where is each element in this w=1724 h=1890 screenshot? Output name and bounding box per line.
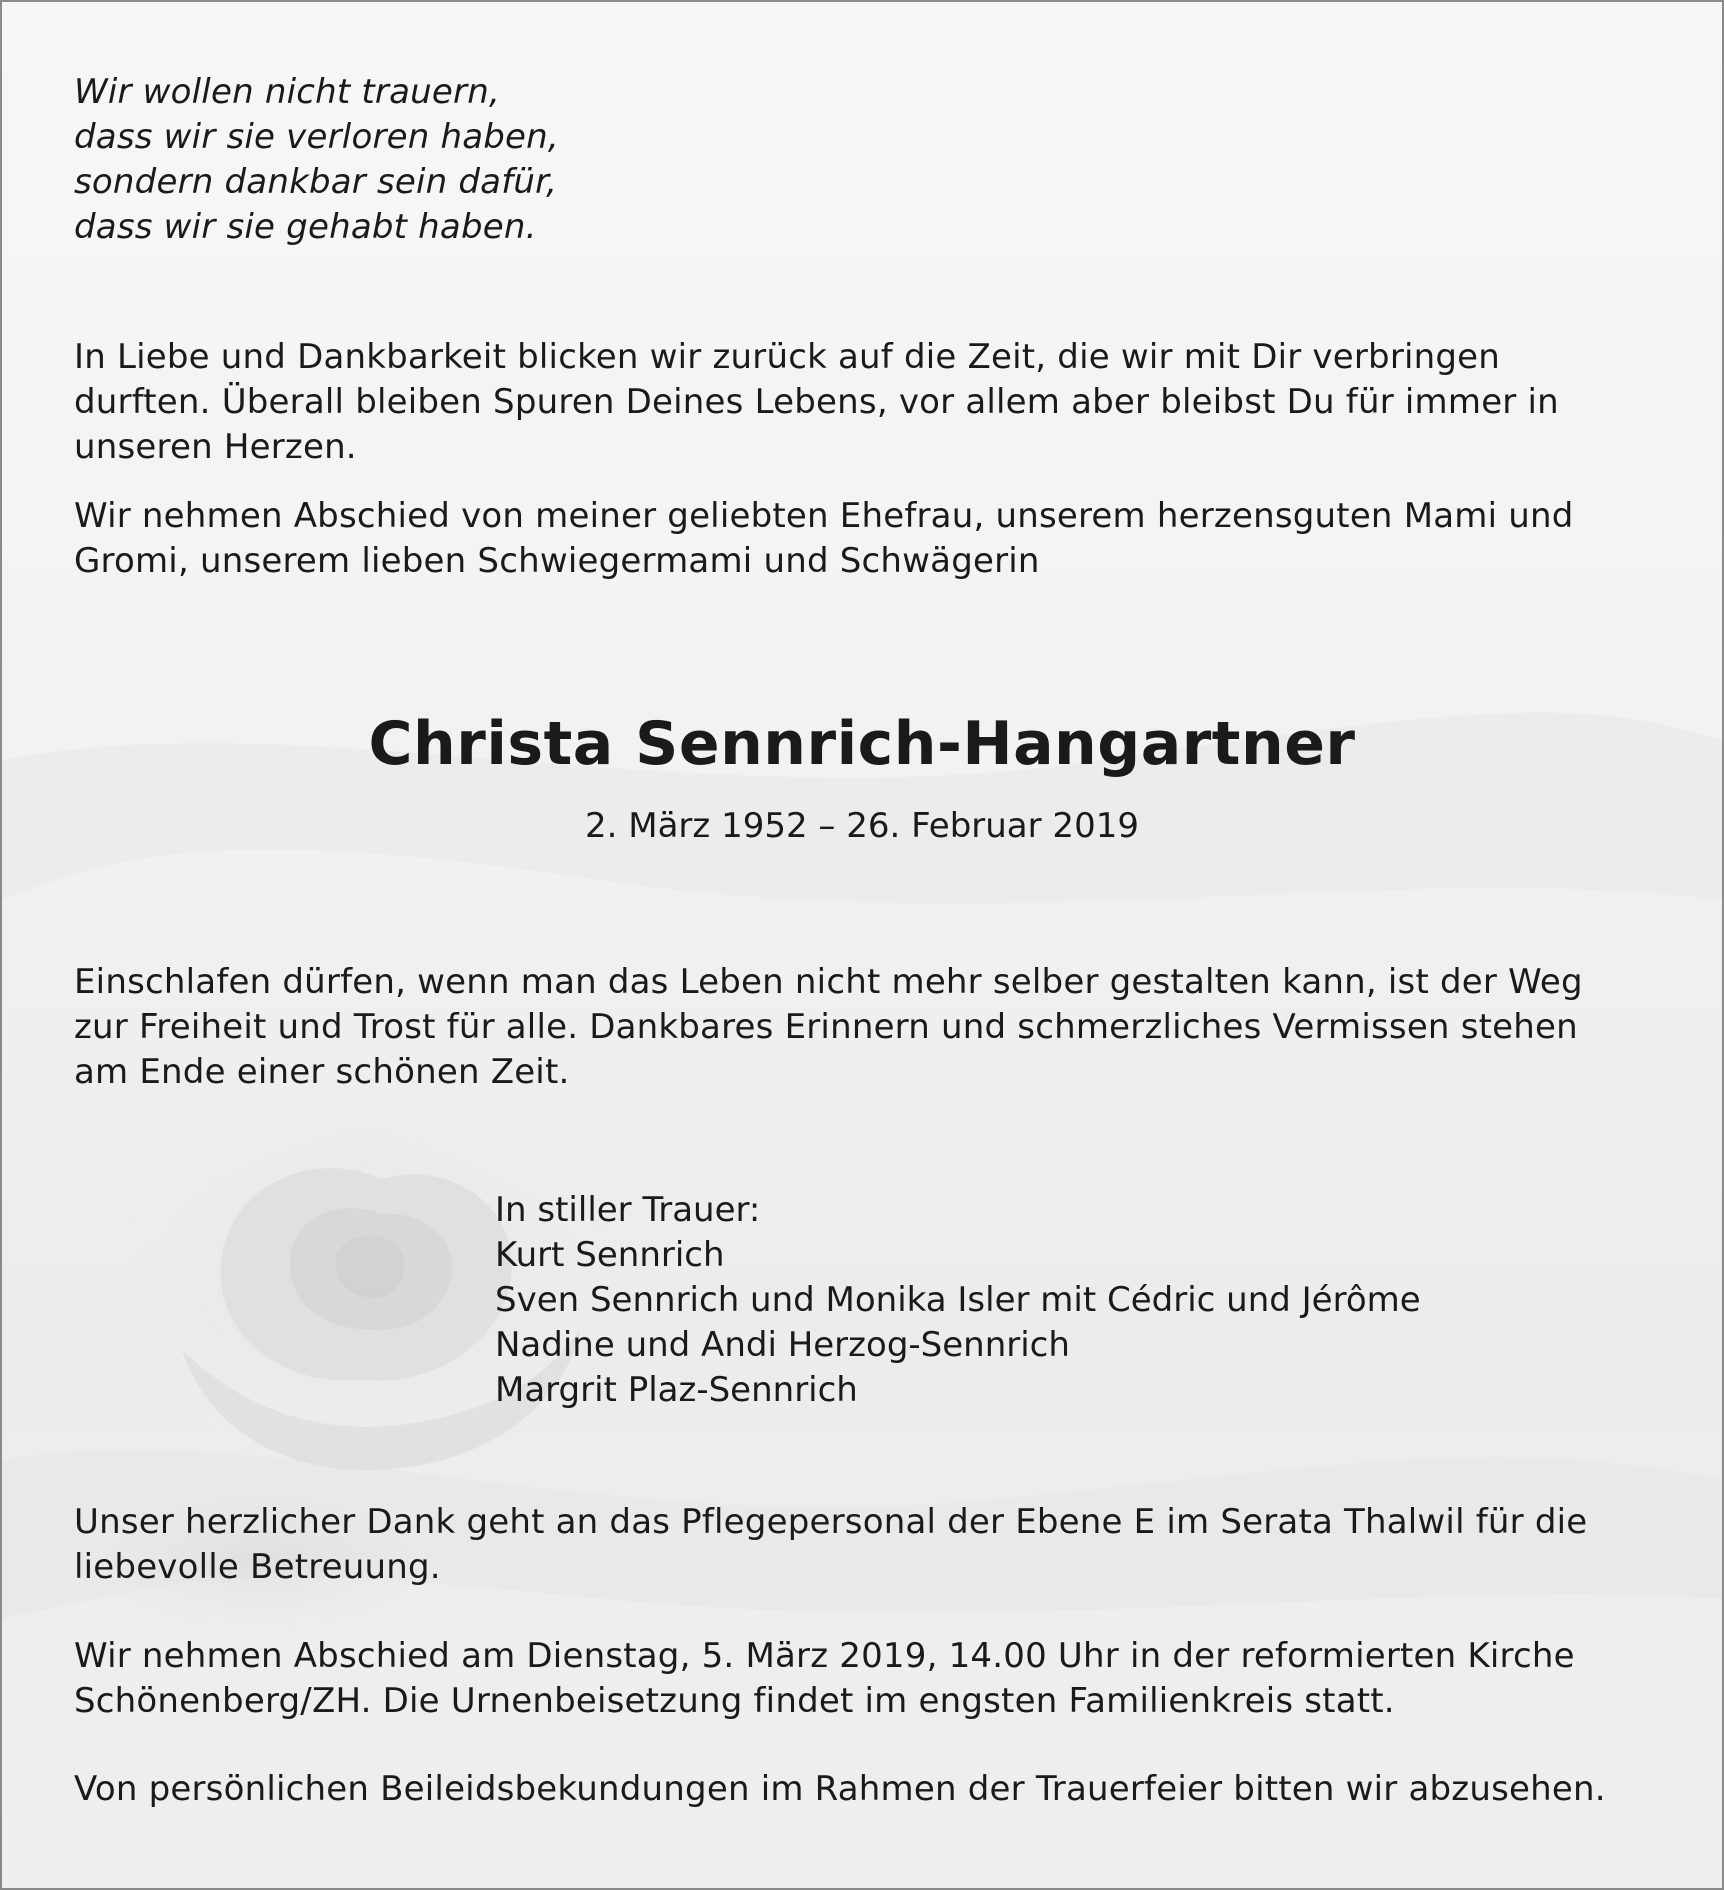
mourner-name: Nadine und Andi Herzog-Sennrich [495,1325,1070,1365]
poem [74,70,559,250]
condolences-line: Von persönlichen Beileidsbekundungen im Rahmen der Trauerfeier bitten wir abzusehen. [74,1769,1606,1809]
intro-line: unseren Herzen. [74,427,357,467]
poem-line: dass wir sie gehabt haben. [74,207,537,247]
poem-line: sondern dankbar sein dafür, [74,162,558,202]
thanks-line: Unser herzlicher Dank geht an das Pflegepersonal der Ebene E im Serata Thalwil für die [74,1502,1588,1542]
poem-line: Wir wollen nicht trauern, [74,72,500,112]
poem-line: dass wir sie verloren haben, [74,117,559,157]
mourner-name: Sven Sennrich und Monika Isler mit Cédric und Jérôme [495,1280,1421,1320]
farewell-line: Wir nehmen Abschied von meiner geliebten Ehefrau, unserem herzensguten Mami und [74,496,1574,536]
service-paragraph [74,1634,1575,1724]
service-line: Schönenberg/ZH. Die Urnenbeisetzung findet im engsten Familienkreis statt. [74,1681,1395,1721]
intro-paragraph [74,335,1559,470]
service-line: Wir nehmen Abschied am Dienstag, 5. März 2019, 14.00 Uhr in der reformierten Kirche [74,1636,1575,1676]
intro-line: In Liebe und Dankbarkeit blicken wir zurück auf die Zeit, die wir mit Dir verbringen [74,337,1501,377]
condolences-paragraph [74,1767,1606,1812]
life-dates: 2. März 1952 – 26. Februar 2019 [585,806,1139,846]
mourners-list [495,1188,1421,1413]
reflection-paragraph [74,960,1583,1095]
reflection-line: Einschlafen dürfen, wenn man das Leben nicht mehr selber gestalten kann, ist der Weg [74,962,1583,1002]
mourner-name: Kurt Sennrich [495,1235,725,1275]
mourners-heading: In stiller Trauer: [495,1190,761,1230]
thanks-line: liebevolle Betreuung. [74,1547,441,1587]
deceased-name: Christa Sennrich-Hangartner [368,709,1356,779]
thanks-paragraph [74,1500,1587,1590]
intro-line: durften. Überall bleiben Spuren Deines Lebens, vor allem aber bleibst Du für immer in [74,382,1559,422]
reflection-line: am Ende einer schönen Zeit. [74,1052,570,1092]
notice-content [2,2,1722,1888]
farewell-line: Gromi, unserem lieben Schwiegermami und Schwägerin [74,541,1040,581]
farewell-paragraph [74,494,1574,584]
reflection-line: zur Freiheit und Trost für alle. Dankbares Erinnern und schmerzliches Vermissen stehen [74,1007,1578,1047]
mourner-name: Margrit Plaz-Sennrich [495,1370,858,1410]
